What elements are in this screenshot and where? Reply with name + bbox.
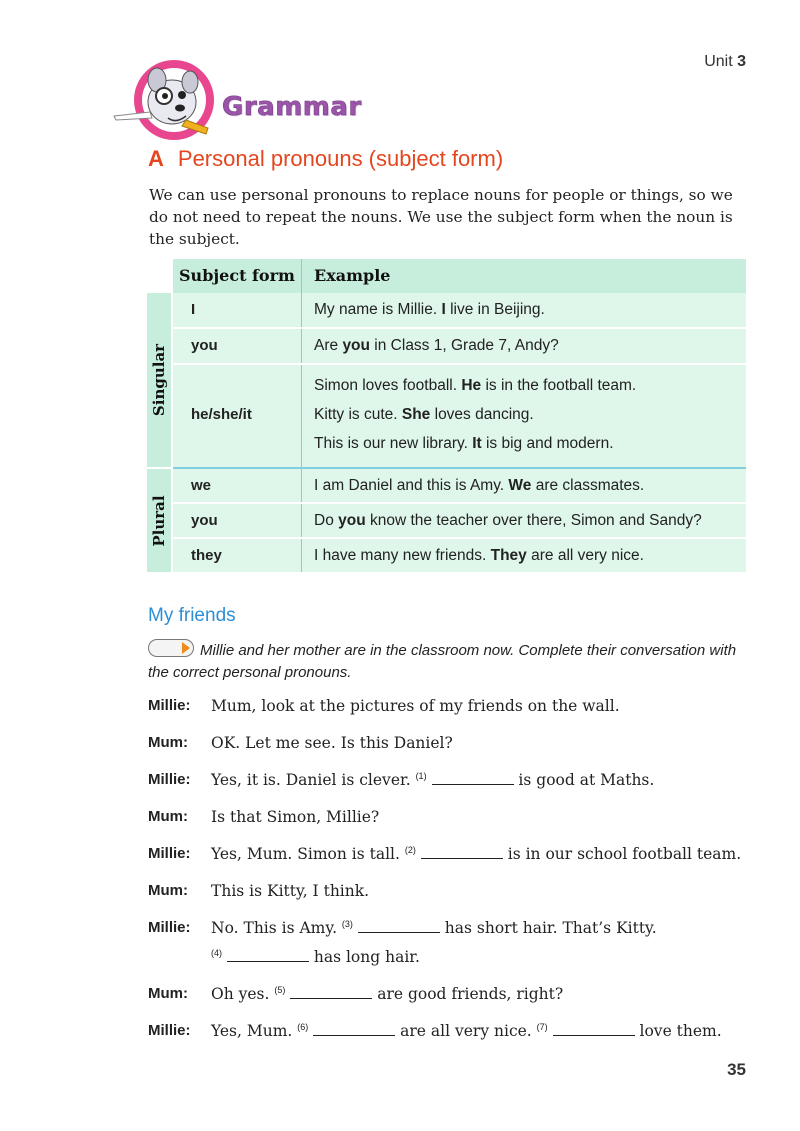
page-number: 35: [727, 1060, 746, 1079]
table-row: [173, 539, 746, 574]
answer-blank[interactable]: [553, 1023, 635, 1036]
example-sentence: Simon loves football. He is in the football team.: [314, 377, 637, 394]
my-friends-heading: My friends: [148, 605, 236, 626]
answer-blank[interactable]: [432, 772, 514, 785]
dialogue-text: Is that Simon, Millie?: [211, 808, 380, 826]
col-subject-form: Subject form: [179, 266, 295, 285]
speaker-name: Mum:: [148, 808, 188, 825]
instruction-text: Millie and her mother are in the classroom now. Complete their conversation with the correct personal pronouns.: [148, 642, 737, 681]
dialogue-text: Yes, it is. Daniel is clever. $^{(1)}$ is good at Maths.: [211, 771, 655, 789]
dialogue-text: Oh yes. $^{(5)}$ are good friends, right?: [211, 985, 564, 1003]
speaker-name: Millie:: [148, 845, 191, 862]
speaker-name: Mum:: [148, 985, 188, 1002]
dialogue-text: Mum, look at the pictures of my friends on the wall.: [211, 697, 620, 715]
grammar-title: Grammar: [222, 92, 362, 122]
dialogue-text: This is Kitty, I think.: [211, 882, 370, 900]
answer-blank[interactable]: [313, 1023, 395, 1036]
example-sentence: Are you in Class 1, Grade 7, Andy?: [314, 337, 559, 354]
speaker-name: Mum:: [148, 734, 188, 751]
speaker-name: Millie:: [148, 919, 191, 936]
speaker-name: Millie:: [148, 771, 191, 788]
blank-number: (6): [297, 1022, 309, 1032]
answer-blank[interactable]: [421, 846, 503, 859]
dialogue-text: Yes, Mum. Simon is tall. $^{(2)}$ is in our school football team.: [211, 845, 742, 863]
activity-icon: [148, 639, 194, 657]
table-header: [173, 259, 746, 295]
blank-number: (3): [341, 919, 353, 929]
example-sentence: My name is Millie. I live in Beijing.: [314, 301, 545, 318]
pronoun-cell: they: [191, 547, 222, 564]
example-sentence: Kitty is cute. She loves dancing.: [314, 406, 534, 423]
example-sentence: Do you know the teacher over there, Simon and Sandy?: [314, 512, 702, 529]
blank-number: (2): [404, 845, 416, 855]
table-row: [173, 469, 746, 504]
unit-label: Unit 3: [704, 53, 746, 70]
dialogue-text: $^{(4)}$ has long hair.: [211, 948, 420, 966]
speaker-name: Mum:: [148, 882, 188, 899]
answer-blank[interactable]: [358, 920, 440, 933]
section-title: Personal pronouns (subject form): [177, 146, 504, 171]
table-row: [173, 329, 746, 365]
blank-number: (7): [536, 1022, 548, 1032]
section-heading: [148, 146, 503, 172]
blank-number: (4): [211, 948, 222, 958]
pronoun-cell: I: [191, 301, 196, 318]
pronoun-cell: we: [191, 477, 212, 494]
section-letter: A: [148, 146, 164, 171]
pronoun-cell: he/she/it: [191, 406, 252, 423]
example-sentence: I am Daniel and this is Amy. We are classmates.: [314, 477, 645, 494]
example-sentence: This is our new library. It is big and modern.: [314, 435, 614, 452]
pronoun-cell: you: [191, 512, 218, 529]
instruction: [148, 639, 748, 684]
table-row: [173, 504, 746, 539]
intro-paragraph: We can use personal pronouns to replace nouns for people or things, so we do not need to repeat the nouns. We use the subject form when the noun is the subject.: [149, 186, 733, 248]
dialogue-text: OK. Let me see. Is this Daniel?: [211, 734, 453, 752]
pronoun-cell: you: [191, 337, 218, 354]
table-row: [173, 293, 746, 329]
grammar-dog-logo: [112, 58, 222, 142]
dialogue-text: Yes, Mum. $^{(6)}$ are all very nice. $^{(7)}$ love them.: [211, 1022, 722, 1040]
group-divider: [173, 467, 746, 469]
answer-blank[interactable]: [290, 986, 372, 999]
singular-label: Singular: [147, 293, 171, 467]
blank-number: (5): [274, 985, 286, 995]
plural-label: Plural: [147, 469, 171, 572]
example-sentence: I have many new friends. They are all very nice.: [314, 547, 644, 564]
blank-number: (1): [415, 771, 427, 781]
speaker-name: Millie:: [148, 697, 191, 714]
col-example: Example: [314, 266, 391, 285]
pronoun-table: [147, 259, 746, 572]
dialogue-text: No. This is Amy. $^{(3)}$ has short hair. That’s Kitty.: [211, 919, 657, 937]
speaker-name: Millie:: [148, 1022, 191, 1039]
table-row: [173, 365, 746, 469]
answer-blank[interactable]: [227, 949, 309, 962]
